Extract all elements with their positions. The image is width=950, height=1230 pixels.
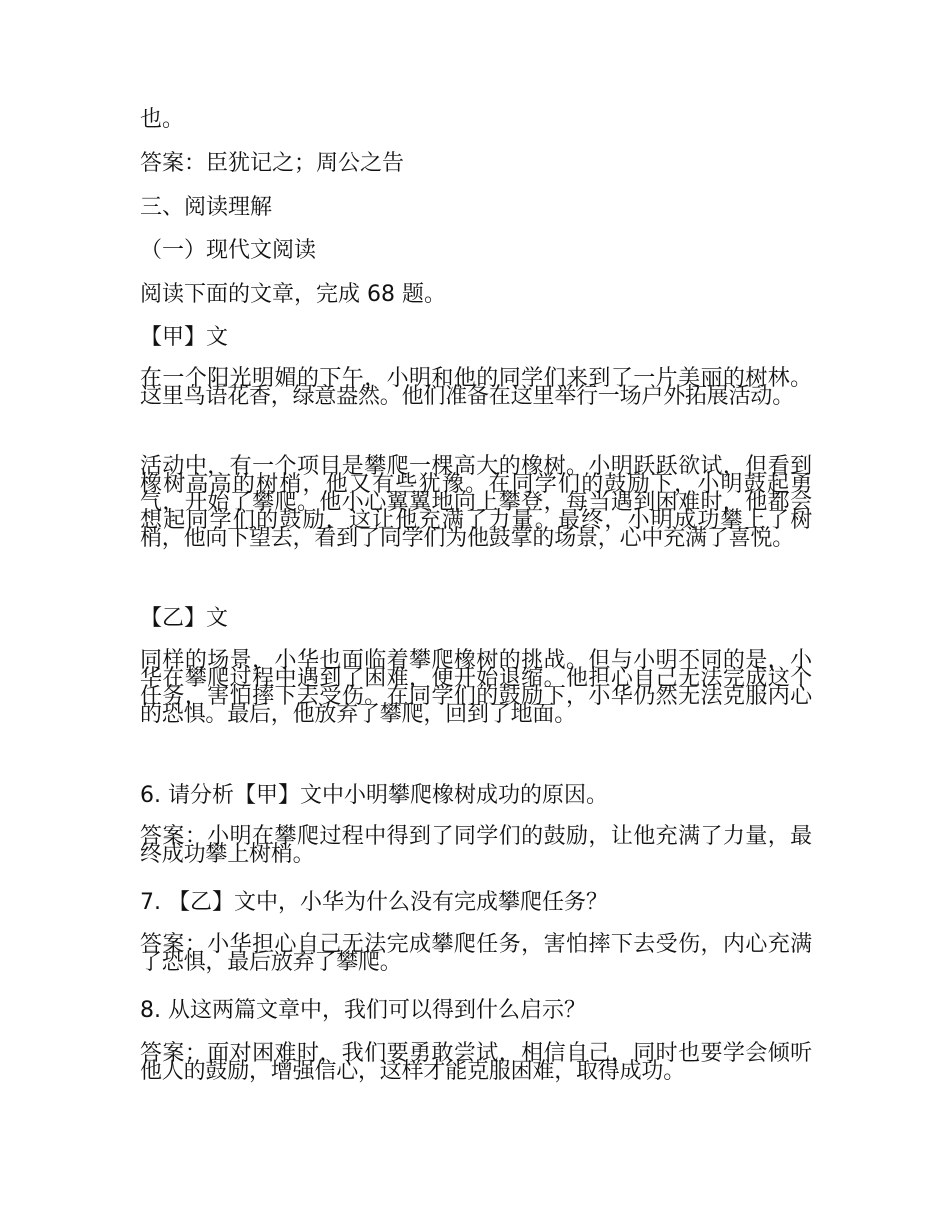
reading-instruction: 阅读下面的文章，完成 68 题。 <box>140 282 446 307</box>
question-8: 8. 从这两篇文章中，我们可以得到什么启示？ <box>140 998 586 1023</box>
passage-a-paragraph-1: 在一个阳光明媚的下午，小明和他的同学们来到了一片美丽的树林。这里鸟语花香，绿意盎然。他们准备在这里举行一场户外拓展活动。 <box>140 366 812 409</box>
answer-6: 答案：小明在攀爬过程中得到了同学们的鼓励，让他充满了力量，最终成功攀上树梢。 <box>140 824 812 867</box>
subsection-title: （一）现代文阅读 <box>140 238 317 263</box>
intro-tail: 也。 <box>140 107 185 132</box>
question-6: 6. 请分析【甲】文中小明攀爬橡树成功的原因。 <box>140 783 608 808</box>
previous-answer: 答案：臣犹记之；周公之告 <box>140 151 405 176</box>
passage-a-paragraph-2: 活动中，有一个项目是攀爬一棵高大的橡树。小明跃跃欲试，但看到橡树高高的树梢，他又有些犹豫。在同学们的鼓励下，小明鼓起勇气，开始了攀爬。他小心翼翼地向上攀登，每当遇到困难时，他都会想起同学们的鼓励，这让他充满了力量。最终，小明成功攀上了树梢，他向下望去，看到了同学们为他鼓掌的场景，心中充满了喜悦。 <box>140 454 812 551</box>
answer-7: 答案：小华担心自己无法完成攀爬任务，害怕摔下去受伤，内心充满了恐惧，最后放弃了攀爬。 <box>140 932 812 975</box>
answer-8: 答案：面对困难时，我们要勇敢尝试，相信自己，同时也要学会倾听他人的鼓励，增强信心，这样才能克服困难，取得成功。 <box>140 1041 812 1084</box>
passage-b-label: 【乙】文 <box>140 606 229 631</box>
passage-a-label: 【甲】文 <box>140 325 229 350</box>
section-title: 三、阅读理解 <box>140 195 273 220</box>
question-7: 7. 【乙】文中，小华为什么没有完成攀爬任务？ <box>140 890 608 915</box>
passage-b-paragraph-1: 同样的场景，小华也面临着攀爬橡树的挑战。但与小明不同的是，小华在攀爬过程中遇到了困难，便开始退缩。他担心自己无法完成这个任务，害怕摔下去受伤。在同学们的鼓励下，小华仍然无法克服内心的恐惧。最后，他放弃了攀爬，回到了地面。 <box>140 648 812 727</box>
